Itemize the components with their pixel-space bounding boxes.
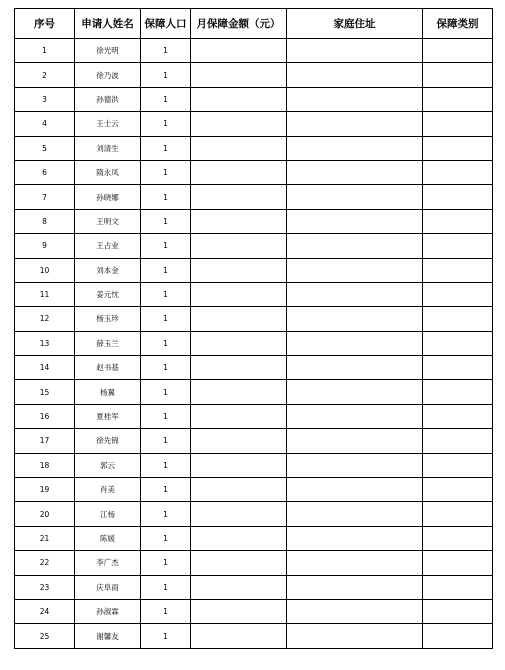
cell-security-category[interactable] xyxy=(423,282,493,306)
cell-covered-persons[interactable]: 1 xyxy=(141,380,191,404)
cell-serial-no[interactable]: 14 xyxy=(15,356,75,380)
cell-home-address[interactable] xyxy=(287,258,423,282)
cell-home-address[interactable] xyxy=(287,136,423,160)
cell-applicant-name[interactable]: 隋永凤 xyxy=(75,160,141,184)
cell-applicant-name[interactable]: 徐光明 xyxy=(75,39,141,63)
cell-monthly-amount[interactable] xyxy=(191,575,287,599)
cell-covered-persons[interactable]: 1 xyxy=(141,112,191,136)
cell-covered-persons[interactable]: 1 xyxy=(141,624,191,648)
cell-covered-persons[interactable]: 1 xyxy=(141,331,191,355)
cell-security-category[interactable] xyxy=(423,478,493,502)
cell-security-category[interactable] xyxy=(423,502,493,526)
cell-serial-no[interactable]: 21 xyxy=(15,526,75,550)
cell-covered-persons[interactable]: 1 xyxy=(141,136,191,160)
cell-security-category[interactable] xyxy=(423,404,493,428)
header-covered-persons[interactable]: 保障人口 xyxy=(141,9,191,39)
cell-home-address[interactable] xyxy=(287,63,423,87)
table-row xyxy=(15,331,493,355)
cell-security-category[interactable] xyxy=(423,551,493,575)
cell-monthly-amount[interactable] xyxy=(191,624,287,648)
header-applicant-name[interactable]: 申请人姓名 xyxy=(75,9,141,39)
cell-applicant-name[interactable]: 孙德洪 xyxy=(75,87,141,111)
table-row xyxy=(15,526,493,550)
cell-monthly-amount[interactable] xyxy=(191,39,287,63)
cell-monthly-amount[interactable] xyxy=(191,599,287,623)
cell-applicant-name[interactable]: 庆阜雨 xyxy=(75,575,141,599)
cell-applicant-name[interactable]: 陈媛 xyxy=(75,526,141,550)
cell-covered-persons[interactable]: 1 xyxy=(141,599,191,623)
cell-security-category[interactable] xyxy=(423,258,493,282)
cell-serial-no[interactable]: 4 xyxy=(15,112,75,136)
table-row xyxy=(15,136,493,160)
cell-security-category[interactable] xyxy=(423,331,493,355)
table-row xyxy=(15,87,493,111)
cell-applicant-name[interactable]: 王明文 xyxy=(75,209,141,233)
cell-covered-persons[interactable]: 1 xyxy=(141,39,191,63)
table-row xyxy=(15,478,493,502)
cell-covered-persons[interactable]: 1 xyxy=(141,307,191,331)
header-serial-no[interactable]: 序号 xyxy=(15,9,75,39)
table-row xyxy=(15,185,493,209)
cell-serial-no[interactable]: 15 xyxy=(15,380,75,404)
cell-security-category[interactable] xyxy=(423,356,493,380)
cell-monthly-amount[interactable] xyxy=(191,160,287,184)
table-row xyxy=(15,39,493,63)
cell-home-address[interactable] xyxy=(287,307,423,331)
cell-security-category[interactable] xyxy=(423,453,493,477)
cell-applicant-name[interactable]: 赵书基 xyxy=(75,356,141,380)
cell-security-category[interactable] xyxy=(423,234,493,258)
cell-security-category[interactable] xyxy=(423,599,493,623)
cell-covered-persons[interactable]: 1 xyxy=(141,63,191,87)
header-row xyxy=(15,9,493,39)
table-row xyxy=(15,160,493,184)
cell-monthly-amount[interactable] xyxy=(191,453,287,477)
cell-monthly-amount[interactable] xyxy=(191,185,287,209)
cell-home-address[interactable] xyxy=(287,380,423,404)
table-row xyxy=(15,258,493,282)
cell-security-category[interactable] xyxy=(423,307,493,331)
cell-applicant-name[interactable]: 薛玉兰 xyxy=(75,331,141,355)
cell-home-address[interactable] xyxy=(287,624,423,648)
cell-home-address[interactable] xyxy=(287,87,423,111)
table-row xyxy=(15,453,493,477)
cell-covered-persons[interactable]: 1 xyxy=(141,575,191,599)
cell-applicant-name[interactable]: 徐先锦 xyxy=(75,429,141,453)
cell-applicant-name[interactable]: 孙晓娜 xyxy=(75,185,141,209)
cell-security-category[interactable] xyxy=(423,380,493,404)
table-row xyxy=(15,502,493,526)
cell-covered-persons[interactable]: 1 xyxy=(141,453,191,477)
cell-home-address[interactable] xyxy=(287,112,423,136)
cell-serial-no[interactable]: 7 xyxy=(15,185,75,209)
cell-serial-no[interactable]: 5 xyxy=(15,136,75,160)
cell-monthly-amount[interactable] xyxy=(191,551,287,575)
cell-applicant-name[interactable]: 孙淑霖 xyxy=(75,599,141,623)
cell-home-address[interactable] xyxy=(287,209,423,233)
cell-applicant-name[interactable]: 李广杰 xyxy=(75,551,141,575)
table-row xyxy=(15,307,493,331)
cell-covered-persons[interactable]: 1 xyxy=(141,160,191,184)
cell-home-address[interactable] xyxy=(287,551,423,575)
cell-covered-persons[interactable]: 1 xyxy=(141,234,191,258)
cell-security-category[interactable] xyxy=(423,575,493,599)
cell-security-category[interactable] xyxy=(423,87,493,111)
cell-applicant-name[interactable]: 谢馨友 xyxy=(75,624,141,648)
header-home-address[interactable]: 家庭住址 xyxy=(287,9,423,39)
cell-monthly-amount[interactable] xyxy=(191,356,287,380)
cell-monthly-amount[interactable] xyxy=(191,282,287,306)
table-row xyxy=(15,209,493,233)
cell-home-address[interactable] xyxy=(287,39,423,63)
cell-covered-persons[interactable]: 1 xyxy=(141,185,191,209)
cell-serial-no[interactable]: 19 xyxy=(15,478,75,502)
cell-monthly-amount[interactable] xyxy=(191,258,287,282)
cell-security-category[interactable] xyxy=(423,63,493,87)
cell-home-address[interactable] xyxy=(287,356,423,380)
cell-serial-no[interactable]: 3 xyxy=(15,87,75,111)
cell-security-category[interactable] xyxy=(423,39,493,63)
cell-security-category[interactable] xyxy=(423,209,493,233)
cell-monthly-amount[interactable] xyxy=(191,234,287,258)
cell-covered-persons[interactable]: 1 xyxy=(141,282,191,306)
cell-covered-persons[interactable]: 1 xyxy=(141,87,191,111)
cell-applicant-name[interactable]: 江杨 xyxy=(75,502,141,526)
cell-security-category[interactable] xyxy=(423,160,493,184)
table-row xyxy=(15,282,493,306)
cell-home-address[interactable] xyxy=(287,599,423,623)
cell-serial-no[interactable]: 18 xyxy=(15,453,75,477)
cell-applicant-name[interactable]: 肖美 xyxy=(75,478,141,502)
cell-applicant-name[interactable]: 郭云 xyxy=(75,453,141,477)
cell-serial-no[interactable]: 20 xyxy=(15,502,75,526)
cell-covered-persons[interactable]: 1 xyxy=(141,209,191,233)
cell-security-category[interactable] xyxy=(423,136,493,160)
cell-serial-no[interactable]: 9 xyxy=(15,234,75,258)
cell-applicant-name[interactable]: 王占业 xyxy=(75,234,141,258)
cell-monthly-amount[interactable] xyxy=(191,136,287,160)
cell-covered-persons[interactable]: 1 xyxy=(141,526,191,550)
cell-serial-no[interactable]: 22 xyxy=(15,551,75,575)
cell-serial-no[interactable]: 2 xyxy=(15,63,75,87)
cell-serial-no[interactable]: 23 xyxy=(15,575,75,599)
cell-home-address[interactable] xyxy=(287,185,423,209)
table-row xyxy=(15,429,493,453)
cell-home-address[interactable] xyxy=(287,453,423,477)
cell-covered-persons[interactable]: 1 xyxy=(141,429,191,453)
table-row xyxy=(15,551,493,575)
cell-covered-persons[interactable]: 1 xyxy=(141,258,191,282)
table-row xyxy=(15,380,493,404)
table-row xyxy=(15,624,493,648)
header-monthly-amount[interactable]: 月保障金额（元） xyxy=(191,9,287,39)
cell-home-address[interactable] xyxy=(287,282,423,306)
cell-serial-no[interactable]: 16 xyxy=(15,404,75,428)
table-row xyxy=(15,234,493,258)
cell-monthly-amount[interactable] xyxy=(191,526,287,550)
cell-monthly-amount[interactable] xyxy=(191,404,287,428)
cell-home-address[interactable] xyxy=(287,404,423,428)
cell-applicant-name[interactable]: 刘本金 xyxy=(75,258,141,282)
cell-home-address[interactable] xyxy=(287,429,423,453)
cell-serial-no[interactable]: 17 xyxy=(15,429,75,453)
cell-security-category[interactable] xyxy=(423,185,493,209)
table-row xyxy=(15,599,493,623)
security-roster-table xyxy=(14,8,493,649)
cell-covered-persons[interactable]: 1 xyxy=(141,356,191,380)
spreadsheet xyxy=(14,8,492,649)
cell-applicant-name[interactable]: 姜元忱 xyxy=(75,282,141,306)
table-row xyxy=(15,112,493,136)
cell-monthly-amount[interactable] xyxy=(191,112,287,136)
cell-serial-no[interactable]: 10 xyxy=(15,258,75,282)
table-row xyxy=(15,63,493,87)
table-row xyxy=(15,356,493,380)
cell-security-category[interactable] xyxy=(423,112,493,136)
cell-covered-persons[interactable]: 1 xyxy=(141,502,191,526)
cell-serial-no[interactable]: 13 xyxy=(15,331,75,355)
cell-home-address[interactable] xyxy=(287,234,423,258)
header-security-category[interactable]: 保障类别 xyxy=(423,9,493,39)
cell-home-address[interactable] xyxy=(287,526,423,550)
cell-monthly-amount[interactable] xyxy=(191,502,287,526)
cell-covered-persons[interactable]: 1 xyxy=(141,478,191,502)
cell-monthly-amount[interactable] xyxy=(191,307,287,331)
cell-serial-no[interactable]: 24 xyxy=(15,599,75,623)
cell-home-address[interactable] xyxy=(287,575,423,599)
cell-serial-no[interactable]: 1 xyxy=(15,39,75,63)
cell-applicant-name[interactable]: 徐乃波 xyxy=(75,63,141,87)
cell-security-category[interactable] xyxy=(423,624,493,648)
cell-applicant-name[interactable]: 杨翼 xyxy=(75,380,141,404)
cell-home-address[interactable] xyxy=(287,160,423,184)
cell-serial-no[interactable]: 12 xyxy=(15,307,75,331)
cell-monthly-amount[interactable] xyxy=(191,87,287,111)
cell-covered-persons[interactable]: 1 xyxy=(141,404,191,428)
cell-home-address[interactable] xyxy=(287,331,423,355)
cell-monthly-amount[interactable] xyxy=(191,331,287,355)
cell-serial-no[interactable]: 8 xyxy=(15,209,75,233)
cell-monthly-amount[interactable] xyxy=(191,63,287,87)
cell-security-category[interactable] xyxy=(423,429,493,453)
cell-serial-no[interactable]: 11 xyxy=(15,282,75,306)
cell-security-category[interactable] xyxy=(423,526,493,550)
cell-applicant-name[interactable]: 刘清生 xyxy=(75,136,141,160)
cell-monthly-amount[interactable] xyxy=(191,478,287,502)
cell-home-address[interactable] xyxy=(287,502,423,526)
cell-applicant-name[interactable]: 夏桂军 xyxy=(75,404,141,428)
table-row xyxy=(15,404,493,428)
cell-monthly-amount[interactable] xyxy=(191,380,287,404)
cell-monthly-amount[interactable] xyxy=(191,429,287,453)
cell-serial-no[interactable]: 25 xyxy=(15,624,75,648)
cell-covered-persons[interactable]: 1 xyxy=(141,551,191,575)
cell-monthly-amount[interactable] xyxy=(191,209,287,233)
cell-applicant-name[interactable]: 杨玉珍 xyxy=(75,307,141,331)
cell-home-address[interactable] xyxy=(287,478,423,502)
table-row xyxy=(15,575,493,599)
cell-applicant-name[interactable]: 王士云 xyxy=(75,112,141,136)
cell-serial-no[interactable]: 6 xyxy=(15,160,75,184)
